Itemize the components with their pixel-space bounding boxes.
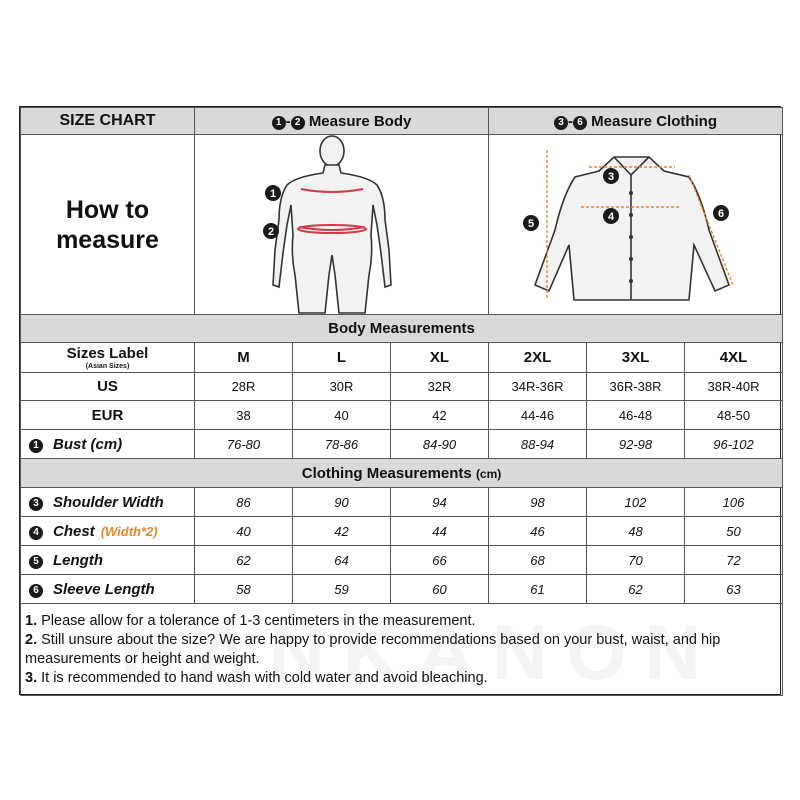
table-cell: 86	[195, 488, 293, 517]
table-cell: 38R-40R	[685, 373, 783, 401]
table-cell: 72	[685, 546, 783, 575]
marker-3: 3	[607, 171, 615, 183]
table-cell: 106	[685, 488, 783, 517]
table-cell: 38	[195, 401, 293, 430]
note-1: 1. Please allow for a tolerance of 1-3 centimeters in the measurement.	[25, 613, 476, 629]
size-xl: XL	[391, 343, 489, 373]
table-cell: 58	[195, 575, 293, 604]
table-row-sleeve	[21, 575, 783, 604]
table-row-bust	[21, 430, 783, 459]
table-cell: 96-102	[685, 430, 783, 459]
table-cell: 60	[391, 575, 489, 604]
table-cell: 94	[391, 488, 489, 517]
table-cell: 92-98	[587, 430, 685, 459]
size-chart	[19, 106, 781, 695]
table-cell: 42	[391, 401, 489, 430]
table-cell: 32R	[391, 373, 489, 401]
table-cell: 78-86	[293, 430, 391, 459]
body-figure-icon	[195, 135, 471, 314]
table-cell: 62	[195, 546, 293, 575]
table-cell: 61	[489, 575, 587, 604]
size-chart-table	[20, 107, 783, 696]
table-cell: 40	[293, 401, 391, 430]
table-cell: 36R-38R	[587, 373, 685, 401]
marker-4: 4	[607, 211, 615, 223]
table-cell: 46	[489, 517, 587, 546]
badge-6-icon: 6	[573, 116, 587, 130]
row-label-bust: 1 Bust (cm)	[21, 430, 195, 459]
row-label-sleeve-length: 6 Sleeve Length	[21, 575, 195, 604]
table-row-length	[21, 546, 783, 575]
row-label-length: 5 Length	[21, 546, 195, 575]
table-cell: 48-50	[685, 401, 783, 430]
chest-width-note: (Width*2)	[100, 523, 158, 539]
note-2: 2. Still unsure about the size? We are happy to provide recommendations based on your bust, waist, and hip measurements or height and weight.	[25, 632, 721, 667]
table-row-us	[21, 373, 783, 401]
row-label-shoulder-width: 3 Shoulder Width	[21, 488, 195, 517]
table-cell: 102	[587, 488, 685, 517]
marker-6: 6	[717, 208, 725, 220]
table-cell: 48	[587, 517, 685, 546]
table-cell: 44	[391, 517, 489, 546]
table-cell: 42	[293, 517, 391, 546]
measure-body-label: Measure Body	[308, 112, 412, 130]
table-cell: 98	[489, 488, 587, 517]
table-cell: 63	[685, 575, 783, 604]
table-cell: 30R	[293, 373, 391, 401]
note-3: 3. It is recommended to hand wash with cold water and avoid bleaching.	[25, 670, 488, 686]
body-figure-cell	[195, 135, 489, 315]
measure-body-header: 1 - 2 Measure Body	[195, 108, 489, 135]
size-2xl: 2XL	[489, 343, 587, 373]
row-label-eur: EUR	[21, 401, 195, 430]
table-cell: 68	[489, 546, 587, 575]
table-cell: 34R-36R	[489, 373, 587, 401]
body-measurements-header: Body Measurements	[21, 315, 783, 343]
table-cell: 90	[293, 488, 391, 517]
marker-1: 1	[269, 188, 277, 200]
table-cell: 88-94	[489, 430, 587, 459]
table-cell: 62	[587, 575, 685, 604]
badge-2-icon: 2	[291, 116, 305, 130]
table-cell: 66	[391, 546, 489, 575]
badge-3-icon: 3	[29, 497, 43, 511]
size-m: M	[195, 343, 293, 373]
size-3xl: 3XL	[587, 343, 685, 373]
sizes-label: Sizes Label (Asian Sizes)	[21, 343, 195, 373]
shirt-figure-cell	[489, 135, 783, 315]
size-4xl: 4XL	[685, 343, 783, 373]
table-cell: 40	[195, 517, 293, 546]
table-cell: 70	[587, 546, 685, 575]
badge-3-icon: 3	[554, 116, 568, 130]
badge-5-icon: 5	[29, 555, 43, 569]
table-row-shoulder	[21, 488, 783, 517]
sizes-row	[21, 343, 783, 373]
marker-5: 5	[527, 218, 535, 230]
how-to-measure: How to measure	[21, 135, 195, 315]
table-cell: 50	[685, 517, 783, 546]
table-row-chest	[21, 517, 783, 546]
table-cell: 76-80	[195, 430, 293, 459]
table-cell: 64	[293, 546, 391, 575]
shirt-figure-icon	[489, 135, 783, 314]
measure-clothing-header: 3 - 6 Measure Clothing	[489, 108, 783, 135]
notes	[21, 604, 783, 696]
clothing-measurements-header: Clothing Measurements (cm)	[21, 459, 783, 488]
table-cell: 59	[293, 575, 391, 604]
badge-1-icon: 1	[272, 116, 286, 130]
table-cell: 28R	[195, 373, 293, 401]
table-cell: 84-90	[391, 430, 489, 459]
table-row-eur	[21, 401, 783, 430]
row-label-us: US	[21, 373, 195, 401]
badge-1-icon: 1	[29, 439, 43, 453]
badge-6-icon: 6	[29, 584, 43, 598]
marker-2: 2	[267, 226, 275, 238]
row-label-chest: 4 Chest (Width*2)	[21, 517, 195, 546]
size-chart-title: SIZE CHART	[21, 108, 195, 135]
table-cell: 44-46	[489, 401, 587, 430]
badge-4-icon: 4	[29, 526, 43, 540]
table-cell: 46-48	[587, 401, 685, 430]
size-l: L	[293, 343, 391, 373]
measure-clothing-label: Measure Clothing	[591, 112, 718, 130]
